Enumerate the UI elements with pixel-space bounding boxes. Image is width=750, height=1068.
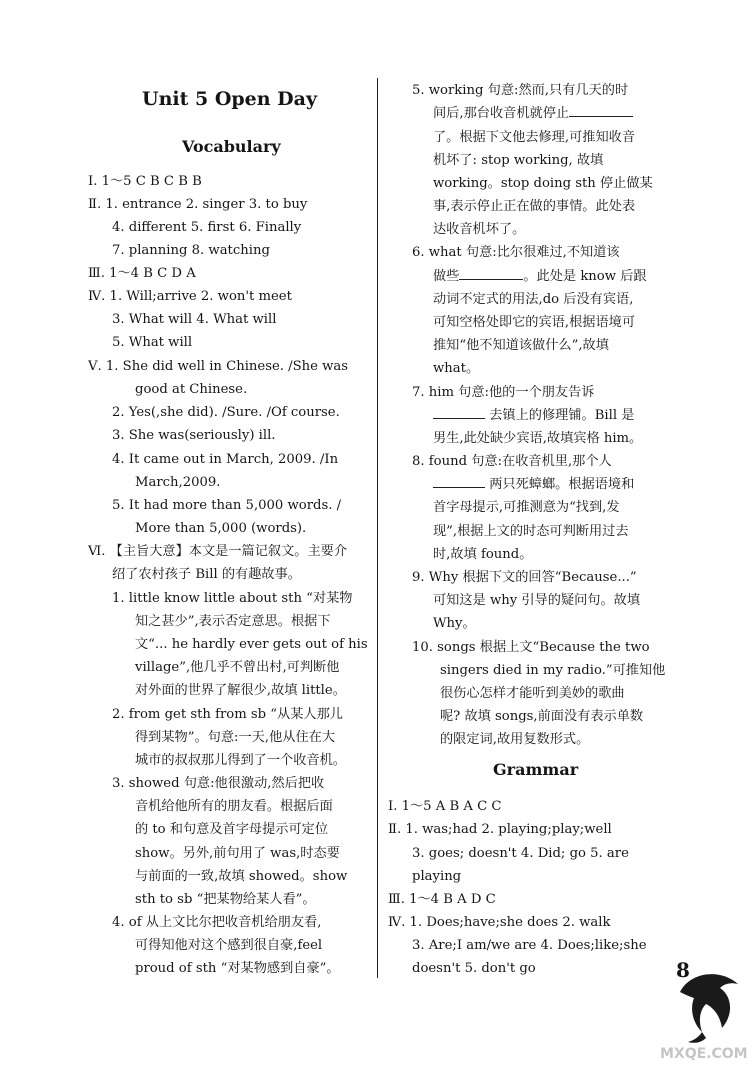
right-line-12: 推知“他不知道该做什么”,故填 — [433, 338, 609, 353]
right-line-23: 可知这是 why 引导的疑问句。故填 — [433, 593, 641, 608]
right-line-8: 6. what 句意:比尔很难过,不知道该 — [412, 245, 620, 260]
right-line-17: 8. found 句意:在收音机里,那个人 — [412, 454, 612, 469]
right-line-24: Why。 — [433, 616, 476, 631]
grammar-line-5: Ⅲ. 1～4 B A D C — [388, 892, 496, 907]
vocab-line-2: Ⅱ. 1. entrance 2. singer 3. to buy — [88, 197, 308, 212]
grammar-line-2: Ⅱ. 1. was;had 2. playing;play;well — [388, 822, 612, 837]
vocab-line-13: 4. It came out in March, 2009. /In — [112, 452, 339, 467]
answer-blank — [459, 265, 523, 280]
answer-blank — [433, 404, 485, 419]
vocab-line-11: 2. Yes(,she did). /Sure. /Of course. — [112, 405, 340, 420]
vocab-line-29: 的 to 和句意及首字母提示可定位 — [135, 822, 329, 837]
watermark-text: MXQE.COM — [660, 1046, 748, 1062]
vocab-line-24: 2. from get sth from sb “从某人那儿 — [112, 707, 343, 722]
right-line-20: 现”,根据上文的时态可判断用过去 — [433, 524, 629, 539]
answer-blank — [569, 102, 633, 117]
vocab-line-19: 1. little know little about sth “对某物 — [112, 591, 353, 606]
vocab-line-1: Ⅰ. 1～5 C B C B B — [88, 174, 202, 189]
right-line-13: what。 — [433, 361, 480, 376]
grammar-line-6: Ⅳ. 1. Does;have;she does 2. walk — [388, 915, 611, 930]
vocab-line-12: 3. She was(seriously) ill. — [112, 428, 276, 443]
right-line-16: 男生,此处缺少宾语,故填宾格 him。 — [433, 431, 643, 446]
vocabulary-heading: Vocabulary — [182, 137, 281, 156]
grammar-line-3: 3. goes; doesn't 4. Did; go 5. are — [412, 846, 629, 861]
vocab-line-22: village”,他几乎不曾出村,可判断他 — [135, 660, 340, 675]
right-line-5: working。stop doing sth 停止做某 — [433, 176, 653, 191]
grammar-line-8: doesn't 5. don't go — [412, 961, 536, 976]
vocab-line-33: 4. of 从上文比尔把收音机给朋友看, — [112, 915, 322, 930]
grammar-heading: Grammar — [493, 760, 579, 779]
right-line-15: 去镇上的修理铺。Bill 是 — [433, 404, 634, 427]
vocab-line-20: 知之甚少”,表示否定意思。根据下 — [135, 614, 331, 629]
vocab-line-6: Ⅳ. 1. Will;arrive 2. won't meet — [88, 289, 292, 304]
right-line-26: singers died in my radio.”可推知他 — [440, 663, 666, 678]
answer-blank — [433, 473, 485, 488]
unit-title: Unit 5 Open Day — [142, 88, 318, 110]
vocab-line-31: 与前面的一致,故填 showed。show — [135, 869, 348, 884]
right-line-3: 了。根据下文他去修理,可推知收音 — [433, 130, 636, 145]
grammar-line-1: Ⅰ. 1～5 A B A C C — [388, 799, 502, 814]
right-line-25: 10. songs 根据上文“Because the two — [412, 640, 650, 655]
vocab-line-21: 文“... he hardly ever gets out of his — [135, 637, 368, 652]
right-line-14: 7. him 句意:他的一个朋友告诉 — [412, 385, 595, 400]
vocab-line-25: 得到某物”。句意:一天,他从住在大 — [135, 730, 336, 745]
vocab-line-26: 城市的叔叔那儿得到了一个收音机。 — [135, 753, 346, 768]
right-line-2: 间后,那台收音机就停止 — [433, 102, 633, 125]
right-line-7: 达收音机坏了。 — [433, 222, 526, 237]
right-line-29: 的限定词,故用复数形式。 — [440, 732, 590, 747]
vocab-line-10: good at Chinese. — [135, 382, 248, 397]
right-line-21: 时,故填 found。 — [433, 547, 533, 562]
vocab-line-14: March,2009. — [135, 475, 221, 490]
right-line-19: 首字母提示,可推测意为“找到,发 — [433, 500, 620, 515]
vocab-line-27: 3. showed 句意:他很激动,然后把收 — [112, 776, 325, 791]
vocab-line-17: Ⅵ. 【主旨大意】本文是一篇记叙文。主要介 — [88, 544, 348, 559]
vocab-line-23: 对外面的世界了解很少,故填 little。 — [135, 683, 346, 698]
vocab-line-3: 4. different 5. first 6. Finally — [112, 220, 302, 235]
right-line-10: 动词不定式的用法,do 后没有宾语, — [433, 292, 634, 307]
column-divider — [377, 78, 378, 978]
right-line-4: 机坏了: stop working, 故填 — [433, 153, 604, 168]
vocab-line-15: 5. It had more than 5,000 words. / — [112, 498, 342, 513]
vocab-line-34: 可得知他对这个感到很自豪,feel — [135, 938, 323, 953]
right-line-28: 呢? 故填 songs,前面没有表示单数 — [440, 709, 644, 724]
right-line-18: 两只死蟑螂。根据语境和 — [433, 473, 634, 496]
vocab-line-30: show。另外,前句用了 was,时态要 — [135, 846, 340, 861]
right-line-6: 事,表示停止正在做的事情。此处表 — [433, 199, 636, 214]
grammar-line-7: 3. Are;I am/we are 4. Does;like;she — [412, 938, 647, 953]
grammar-line-4: playing — [412, 869, 462, 884]
vocab-line-5: Ⅲ. 1～4 B C D A — [88, 266, 196, 281]
vocab-line-7: 3. What will 4. What will — [112, 312, 277, 327]
vocab-line-16: More than 5,000 (words). — [135, 521, 307, 536]
vocab-line-8: 5. What will — [112, 335, 193, 350]
vocab-line-28: 音机给他所有的朋友看。根据后面 — [135, 799, 333, 814]
vocab-line-18: 绍了农村孩子 Bill 的有趣故事。 — [112, 567, 301, 582]
vocab-line-32: sth to sb “把某物给某人看”。 — [135, 892, 316, 907]
right-line-9: 做些 。此处是 know 后跟 — [433, 265, 647, 288]
right-line-1: 5. working 句意:然而,只有几天的时 — [412, 83, 629, 98]
right-line-11: 可知空格处即它的宾语,根据语境可 — [433, 315, 636, 330]
vocab-line-4: 7. planning 8. watching — [112, 243, 270, 258]
page-number: 8 — [676, 958, 690, 982]
right-line-27: 很伤心怎样才能听到美妙的歌曲 — [440, 686, 625, 701]
vocab-line-35: proud of sth “对某物感到自豪”。 — [135, 961, 340, 976]
vocab-line-9: Ⅴ. 1. She did well in Chinese. /She was — [88, 359, 349, 374]
right-line-22: 9. Why 根据下文的回答“Because...” — [412, 570, 637, 585]
